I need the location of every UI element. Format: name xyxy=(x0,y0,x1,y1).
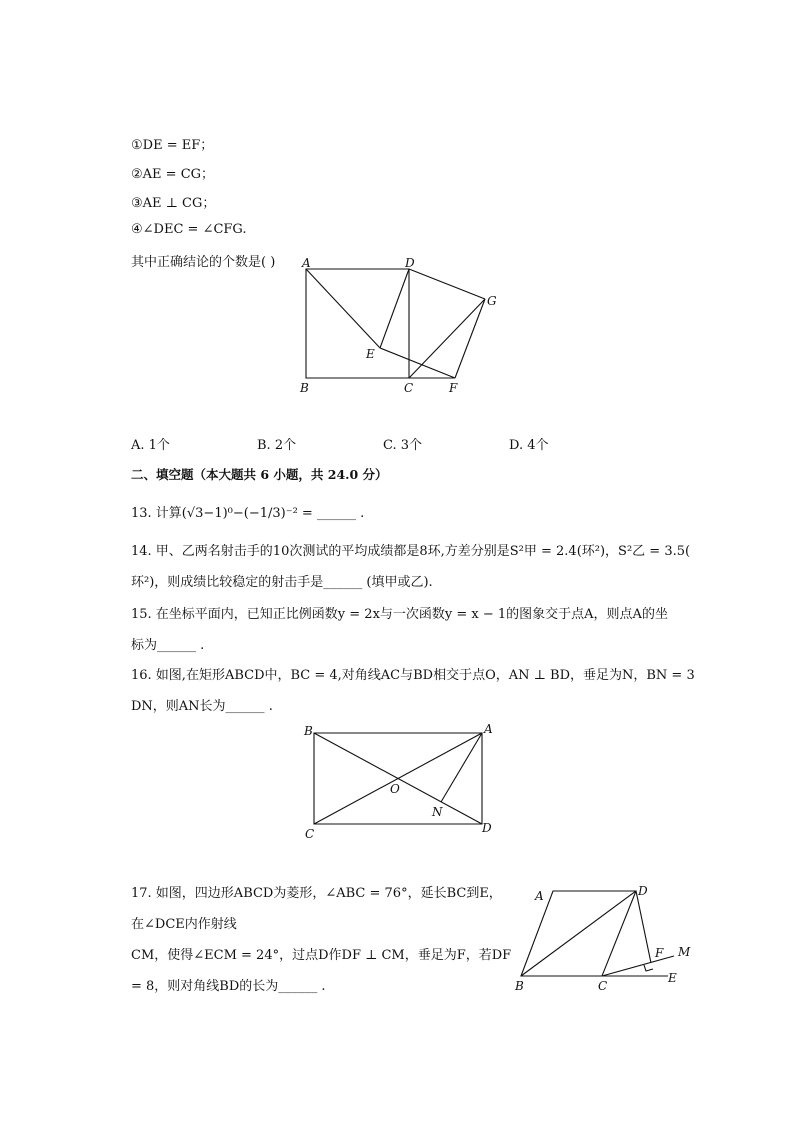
option-c: C. 3个 xyxy=(383,438,423,453)
label-f: F xyxy=(655,946,664,960)
figure-rhombus xyxy=(506,880,706,995)
segment-df xyxy=(636,891,651,963)
label-d: D xyxy=(482,821,492,835)
label-e: E xyxy=(366,347,375,361)
option-d: D. 4个 xyxy=(509,438,549,453)
condition-3: ③AE ⊥ CG； xyxy=(131,196,216,211)
option-b: B. 2个 xyxy=(257,438,297,453)
condition-1: ①DE = EF； xyxy=(131,138,214,153)
label-o: O xyxy=(390,782,400,796)
label-f: F xyxy=(449,381,458,395)
label-m: M xyxy=(678,945,691,959)
question-15-line1: 15. 在坐标平面内，已知正比例函数y = 2x与一次函数y = x − 1的图象交于点A，则点A的坐 xyxy=(131,607,668,622)
segment-ae xyxy=(306,269,380,348)
segment-cg xyxy=(409,299,485,378)
question-16-line2: DN，则AN长为______ . xyxy=(131,699,273,714)
segment-fg xyxy=(455,299,485,378)
segment-dg xyxy=(409,269,485,299)
label-c: C xyxy=(404,381,414,395)
segment-ef xyxy=(380,348,455,378)
label-a: A xyxy=(484,722,493,736)
label-b: B xyxy=(300,381,309,395)
question-14-line1: 14. 甲、乙两名射击手的10次测试的平均成绩都是8环,方差分别是S²甲 = 2.4(环²)，S²乙 = 3.5( xyxy=(131,544,691,559)
label-c: C xyxy=(305,827,315,841)
figure-square-construction xyxy=(290,252,520,402)
label-e: E xyxy=(668,971,677,985)
label-d: D xyxy=(405,256,415,270)
label-a: A xyxy=(302,256,311,270)
label-n: N xyxy=(432,805,443,819)
question-17-line2: 在∠DCE内作射线 xyxy=(131,917,237,932)
option-a: A. 1个 xyxy=(131,438,170,453)
label-d: D xyxy=(638,884,648,898)
label-a: A xyxy=(535,889,544,903)
question-15-line2: 标为______ . xyxy=(131,638,205,653)
question-14-line2: 环²)，则成绩比较稳定的射击手是______ (填甲或乙). xyxy=(131,575,433,590)
question12-prompt: 其中正确结论的个数是( ) xyxy=(131,255,276,270)
question-13: 13. 计算(√3−1)⁰−(−1/3)⁻² = ______ . xyxy=(131,506,365,521)
label-g: G xyxy=(487,294,497,308)
question-17-line1: 17. 如图，四边形ABCD为菱形，∠ABC = 76°，延长BC到E， xyxy=(131,886,502,901)
label-b: B xyxy=(515,979,524,993)
label-c: C xyxy=(598,979,608,993)
segment-de xyxy=(380,269,409,348)
question-17-line4: = 8，则对角线BD的长为______ . xyxy=(131,979,326,994)
question-17-line3: CM，使得∠ECM = 24°，过点D作DF ⊥ CM，垂足为F，若DF xyxy=(131,948,512,963)
segment-an xyxy=(441,733,482,802)
section-title: 二、填空题（本大题共 6 小题，共 24.0 分） xyxy=(131,467,388,482)
figure-rectangle-diagonals xyxy=(296,718,506,843)
label-b: B xyxy=(304,724,313,738)
condition-4: ④∠DEC = ∠CFG. xyxy=(131,222,247,237)
condition-2: ②AE = CG； xyxy=(131,167,215,182)
right-angle-mark xyxy=(644,965,653,971)
question-16-line1: 16. 如图,在矩形ABCD中，BC = 4,对角线AC与BD相交于点O，AN ⊥ BD，垂足为N，BN = 3 xyxy=(131,668,695,683)
